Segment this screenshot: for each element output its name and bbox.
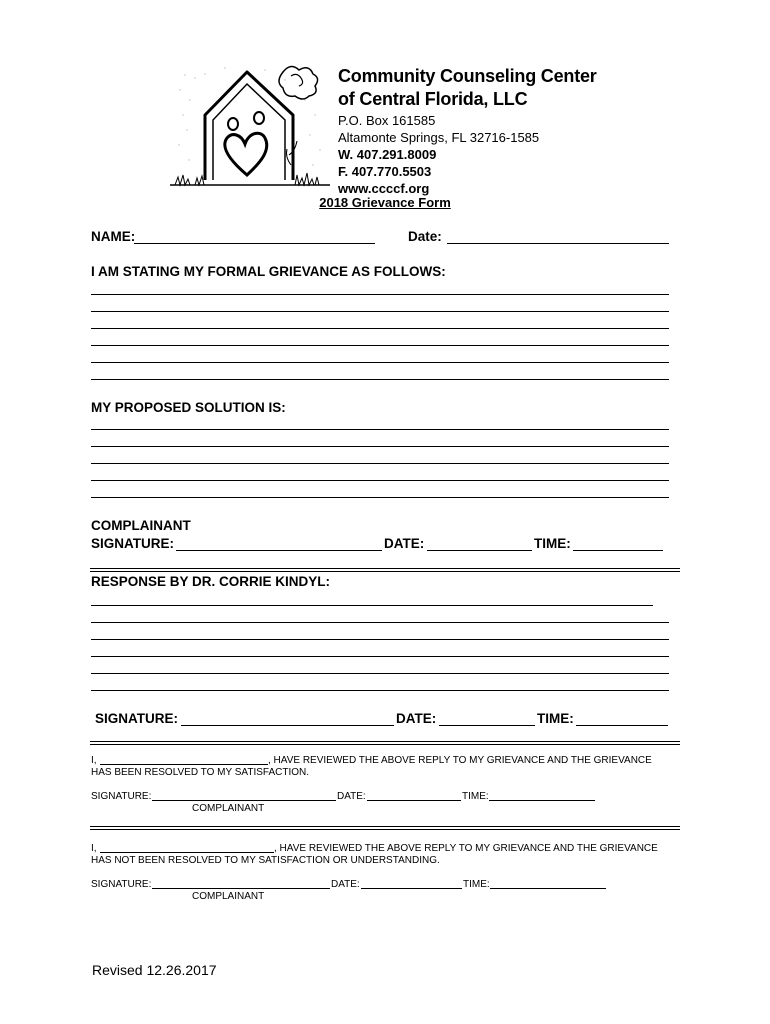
resolved-date-field[interactable] <box>367 789 461 801</box>
logo-house-heart-icon <box>165 60 335 195</box>
grievance-label: I AM STATING MY FORMAL GRIEVANCE AS FOLLOWS: <box>91 264 446 279</box>
org-fax: F. 407.770.5503 <box>338 164 432 179</box>
not-resolved-signature-field[interactable] <box>152 877 330 889</box>
org-name-line2: of Central Florida, LLC <box>338 89 528 109</box>
solution-line-3[interactable] <box>91 448 669 464</box>
resolved-date-label: DATE: <box>337 791 366 802</box>
resolved-signature-field[interactable] <box>152 789 336 801</box>
response-line-4[interactable] <box>91 641 669 657</box>
time-label: TIME: <box>534 536 571 551</box>
complainant-time-field[interactable] <box>573 535 663 551</box>
resolved-name-field[interactable] <box>100 753 268 765</box>
grievance-line-2[interactable] <box>91 296 669 312</box>
not-resolved-text-line2: HAS NOT BEEN RESOLVED TO MY SATISFACTION OR UNDERSTANDING. <box>91 855 440 866</box>
response-line-2[interactable] <box>91 607 669 623</box>
name-field[interactable] <box>134 228 375 244</box>
org-website: www.ccccf.org <box>338 181 430 196</box>
date-field[interactable] <box>447 228 669 244</box>
org-name-line1: Community Counseling Center <box>338 66 597 86</box>
response-line-5[interactable] <box>91 658 669 674</box>
resolved-complainant: COMPLAINANT <box>192 803 265 814</box>
not-resolved-complainant: COMPLAINANT <box>192 891 265 902</box>
grievance-line-5[interactable] <box>91 347 669 363</box>
response-label: RESPONSE BY DR. CORRIE KINDYL: <box>91 574 331 589</box>
solution-label: MY PROPOSED SOLUTION IS: <box>91 400 286 415</box>
form-title: 2018 Grievance Form <box>319 195 451 210</box>
response-line-6[interactable] <box>91 675 669 691</box>
response-time-label: TIME: <box>537 711 574 726</box>
resolved-time-label: TIME: <box>462 791 489 802</box>
grievance-line-4[interactable] <box>91 330 669 346</box>
grievance-line-3[interactable] <box>91 313 669 329</box>
signature-label: SIGNATURE: <box>91 536 174 551</box>
grievance-line-1[interactable] <box>91 279 669 295</box>
response-date-label: DATE: <box>396 711 437 726</box>
org-po-box: P.O. Box 161585 <box>338 113 436 128</box>
not-resolved-date-label: DATE: <box>331 879 360 890</box>
org-phone: W. 407.291.8009 <box>338 147 437 162</box>
not-resolved-time-field[interactable] <box>490 877 606 889</box>
section-divider-3 <box>90 826 680 830</box>
resolved-time-field[interactable] <box>489 789 595 801</box>
resolved-text-line1: , HAVE REVIEWED THE ABOVE REPLY TO MY GRIEVANCE AND THE GRIEVANCE <box>268 755 652 766</box>
response-line-3[interactable] <box>91 624 669 640</box>
solution-line-5[interactable] <box>91 482 669 498</box>
section-divider-1 <box>90 568 680 572</box>
not-resolved-time-label: TIME: <box>463 879 490 890</box>
section-divider-2 <box>90 741 680 745</box>
date-label: Date: <box>408 229 442 244</box>
complainant-signature-field[interactable] <box>176 535 382 551</box>
response-signature-label: SIGNATURE: <box>95 711 178 726</box>
date-caps-label: DATE: <box>384 536 425 551</box>
response-time-field[interactable] <box>576 710 668 726</box>
solution-line-2[interactable] <box>91 431 669 447</box>
complainant-label: COMPLAINANT <box>91 518 191 533</box>
resolved-prefix: I, <box>91 755 97 766</box>
solution-line-4[interactable] <box>91 465 669 481</box>
response-date-field[interactable] <box>439 710 535 726</box>
org-city: Altamonte Springs, FL 32716-1585 <box>338 130 540 145</box>
revised-date: Revised 12.26.2017 <box>92 962 217 978</box>
not-resolved-signature-label: SIGNATURE: <box>91 879 152 890</box>
not-resolved-prefix: I, <box>91 843 97 854</box>
not-resolved-text-line1: , HAVE REVIEWED THE ABOVE REPLY TO MY GRIEVANCE AND THE GRIEVANCE <box>274 843 658 854</box>
name-label: NAME: <box>91 229 136 244</box>
resolved-text-line2: HAS BEEN RESOLVED TO MY SATISFACTION. <box>91 767 310 778</box>
resolved-signature-label: SIGNATURE: <box>91 791 152 802</box>
not-resolved-date-field[interactable] <box>361 877 462 889</box>
complainant-date-field[interactable] <box>427 535 532 551</box>
response-line-1[interactable] <box>91 590 653 606</box>
grievance-line-6[interactable] <box>91 364 669 380</box>
not-resolved-name-field[interactable] <box>100 841 274 853</box>
response-signature-field[interactable] <box>181 710 394 726</box>
solution-line-1[interactable] <box>91 414 669 430</box>
